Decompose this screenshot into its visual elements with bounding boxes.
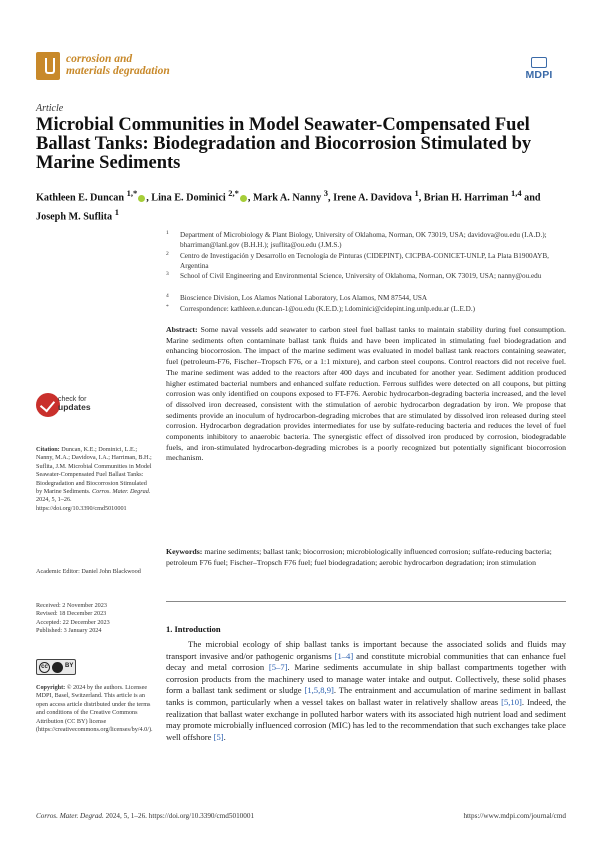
author-name: Joseph M. Suflita	[36, 211, 113, 223]
journal-name[interactable]	[66, 53, 170, 77]
check-updates-line1: check for	[58, 396, 87, 403]
affiliation-number: 1	[166, 230, 169, 236]
footer-journal: Corros. Mater. Degrad.	[36, 812, 104, 820]
intro-text: and constitute microbial communities that can enhance fuel decay and metal corrosion	[166, 650, 566, 673]
author-list: Kathleen E. Duncan $^{1,*}$ , Lina E. Dominici $^{2,*}$ , Mark A. Nanny $^3$, Irene A. Davidova $^1$, Brian H. Harriman $^{1,4}$ and Joseph M. Suflita $^1$	[36, 188, 541, 223]
mdpi-logo[interactable]	[519, 57, 559, 81]
journal-name-line1: corrosion and	[66, 53, 133, 65]
author-name: Kathleen E. Duncan	[36, 192, 125, 204]
author-name: Mark A. Nanny	[253, 192, 322, 204]
keywords-text: marine sediments; ballast tank; biocorrosion; microbiologically influenced corrosion; sulfate-reducing bacteria; petroleum F76 fuel; Fischer–Tropsch F76 fuel; fuel biodegradation; aerobic hydrocarbon degradation; iron stimulation	[166, 547, 552, 567]
mdpi-hex-icon	[531, 57, 547, 68]
check-updates-label[interactable]	[58, 396, 91, 413]
cc-by-label: BY	[65, 663, 74, 669]
date-revised: Revised: 18 December 2023	[36, 610, 107, 618]
citation-journal: Corros. Mater. Degrad.	[92, 488, 151, 496]
citation-link[interactable]: [1,5,8,9]	[304, 685, 334, 696]
citation-block	[36, 446, 154, 513]
affiliation-text: Centro de Investigación y Desarrollo en Tecnología de Pinturas (CIDEPINT), CICPBA-CONICET-UNLP, La Plata B1900AYB, Argentina	[180, 252, 549, 270]
citation-link[interactable]: [1–4]	[334, 650, 354, 661]
journal-logo-icon	[36, 52, 60, 80]
keywords-label: Keywords:	[166, 547, 203, 556]
date-accepted: Accepted: 22 December 2023	[36, 618, 110, 626]
orcid-icon[interactable]	[138, 195, 145, 202]
author-affil: 2,*	[228, 188, 239, 198]
affiliation-number: 4	[166, 293, 169, 299]
article-type: Article	[36, 103, 64, 114]
journal-name-line2: materials degradation	[66, 65, 170, 77]
footer-doi[interactable]: 2024, 5, 1–26. https://doi.org/10.3390/cmd5010001	[105, 812, 255, 820]
intro-paragraph	[166, 639, 566, 743]
intro-text: . The entrainment and accumulation of marine sediment in ballast tanks is common, particularly when a vessel takes on ballast water in relatively shallow areas	[166, 685, 566, 707]
author-affil: 1	[414, 188, 419, 198]
by-person-icon	[52, 662, 63, 673]
footer-url[interactable]: https://www.mdpi.com/journal/cmd	[463, 812, 566, 820]
author-name: Brian H. Harriman	[423, 192, 509, 204]
intro-text: . Indeed, the realization that ballast water exchange in polluted harbor waters with its associated high nutrient load and sediment may promote microbially influenced corrosion (MIC) has led to the recommendation that such exchanges take place well offshore	[166, 696, 566, 742]
mdpi-logo-text: MDPI	[525, 69, 553, 81]
affiliation-number: 3	[166, 271, 169, 277]
paper-title: Microbial Communities in Model Seawater-Compensated Fuel Ballast Tanks: Biodegradation and Biocorrosion Stimulated by Marine Sediments	[36, 115, 532, 173]
section-heading: 1. Introduction	[166, 624, 221, 634]
copyright-text: © 2024 by the authors. Licensee MDPI, Basel, Switzerland. This article is an open access article distributed under the terms and conditions of the Creative Commons Attribution (CC BY) license (https://creativecommons.org/licenses/by/4.0/).	[36, 684, 153, 734]
affiliation-text: Bioscience Division, Los Alamos National Laboratory, Los Alamos, NM 87544, USA	[180, 294, 428, 302]
citation-label: Citation:	[36, 446, 60, 453]
keywords	[166, 547, 566, 568]
intro-text: .	[223, 731, 226, 742]
correspondence	[166, 305, 566, 315]
citation-link[interactable]: [5]	[213, 731, 224, 742]
orcid-icon[interactable]	[240, 195, 247, 202]
affiliation-text: School of Civil Engineering and Environmental Science, University of Oklahoma, Norman, OK 73019, USA; nanny@ou.edu	[180, 272, 542, 280]
copyright-label: Copyright:	[36, 684, 66, 691]
check-updates-line2: updates	[58, 401, 91, 412]
citation-text: Duncan, K.E.; Dominici, L.E.; Nanny, M.A.; Davidova, I.A.; Harriman, B.H.; Suflita, J.M. Microbial Communities in Model Seawater-Compensated Fuel Ballast Tanks: Biodegradation and Biocorrosion Stimulated by Marine Sediments.	[36, 446, 152, 496]
affiliation-item	[166, 294, 566, 304]
footer-left	[36, 812, 254, 820]
citation-link[interactable]: [5–7]	[268, 662, 288, 673]
author-affil: 1,4	[510, 188, 522, 198]
citation-link[interactable]: [5,10]	[501, 696, 522, 707]
check-updates-icon[interactable]	[36, 393, 60, 417]
date-received: Received: 2 November 2023	[36, 602, 107, 609]
affiliation-number: 2	[166, 251, 169, 257]
author-affil: 1,*	[126, 188, 138, 198]
citation-tail: 2024, 5, 1–26. https://doi.org/10.3390/cmd5010001	[36, 496, 127, 512]
affiliation-text: Department of Microbiology & Plant Biology, University of Oklahoma, Norman, OK 73019, USA; davidova@ou.edu (I.A.D.); bharriman@lanl.gov (B.H.H.); jsuflita@ou.edu (J.M.S.)	[180, 231, 547, 249]
date-published: Published: 3 January 2024	[36, 627, 102, 635]
intro-text: The microbial ecology of ship ballast tanks is important because the associated solids and fluids may transport invasive and/or pathogenic organisms	[166, 639, 566, 661]
cc-icon: cc	[39, 662, 50, 673]
author-affil: 1	[114, 207, 119, 218]
affiliation-item	[166, 272, 566, 282]
dates-block	[36, 602, 154, 636]
academic-editor: Academic Editor: Daniel John Blackwood	[36, 568, 141, 575]
affiliation-item	[166, 252, 566, 271]
affiliation-item	[166, 231, 566, 250]
abstract	[166, 325, 566, 464]
copyright-block	[36, 684, 154, 734]
correspondence-text: Correspondence: kathleen.e.duncan-1@ou.edu (K.E.D.); l.dominici@cidepint.ing.unlp.edu.ar (L.E.D.)	[180, 305, 476, 313]
author-name: Irene A. Davidova	[333, 192, 412, 204]
abstract-text: Some naval vessels add seawater to carbon steel fuel ballast tanks to maintain stability during fuel consumption. Marine sediments often contaminate ballast tank fluids and have been implicated in stimulating fuel biodegradation and enhancing biocorrosion. The impact of the marine sediment was evaluated in model ballast tank reactors containing seawater, fuel (petroleum-F76, Fischer–Tropsch F76, or a 1:1 mixture), and carbon steel coupons. Control reactors did not receive fuel. The marine sediment was added to the reactors after 400 days and incubated for another year. Sediment addition produced higher estimated bacterial numbers and enhanced sulfate reduction. Ferrous sulfides were detected on all coupons, but pitting corrosion was only identified on coupons exposed to FT-F76. Aerobic hydrocarbon-degrading bacteria increased, and the level of dissolved iron decreased, consistent with the stimulation of aerobic hydrocarbon degradation by iron. We propose that sediments provide an inoculum of hydrocarbon-degrading microbes that are stimulated by dissolved iron released during steel corrosion. Hydrocarbon degradation provides intermediates for use by sulfate-reducing bacteria and reduces the level of fuel components inhibitory to anaerobic bacteria. The synergistic effect of dissolved iron produced by corrosion, biodegradable fuels, and iron-stimulated hydrocarbon-degrading microbes is a poorly recognized but potentially significant biocorrosion mechanism.	[166, 325, 566, 463]
author-name: Lina E. Dominici	[151, 192, 226, 204]
section-divider	[166, 601, 566, 602]
abstract-label: Abstract:	[166, 325, 198, 334]
affiliation-number: *	[166, 304, 169, 310]
cc-license-badge[interactable]	[36, 659, 76, 675]
author-affil: 3	[323, 188, 329, 198]
intro-text: . Marine sediments accumulate in ship ballast compartments together with corrosion products from the machinery used to manage water intake and output. Collectively, these solid phases form a ballast tank sediment or sludge	[166, 662, 566, 696]
